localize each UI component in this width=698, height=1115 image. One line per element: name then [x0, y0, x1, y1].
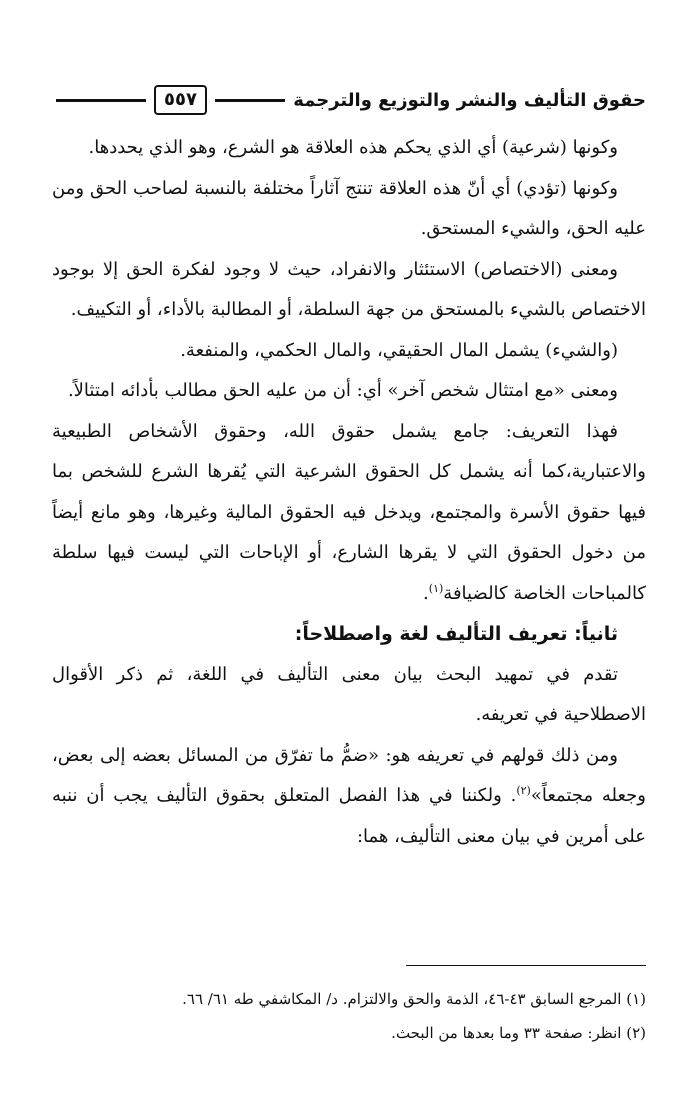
footnote-separator [406, 965, 646, 966]
footnote: (٢) انظر: صفحة ٣٣ وما بعدها من البحث. [391, 1024, 646, 1042]
paragraph: (والشيء) يشمل المال الحقيقي، والمال الحكمي، والمنفعة. [180, 339, 618, 361]
header-title: حقوق التأليف والنشر والتوزيع والترجمة [293, 89, 646, 111]
header-rule-left [56, 99, 146, 102]
header-rule [215, 99, 285, 102]
paragraph-text: فهذا التعريف: جامع يشمل حقوق الله، وحقوق الأشخاص الطبيعية والاعتبارية،كما أنه يشمل كل الحقوق الشرعية التي يُقرها الشرع للشخص بما فيها حقوق الأسرة والمجتمع، ويدخل فيه الحقوق المالية وغيرها، وهو مانع أيضاً من دخول الحقوق التي لا يقرها الشارع، أو الإباحات التي ليست فيها سلطة كالمباحات الخاصة كالضيافة [52, 420, 646, 604]
body-text [52, 128, 646, 857]
paragraph-end: . ولكننا في هذا الفصل المتعلق بحقوق التأليف يجب أن ننبه على أمرين في بيان معنى التأليف، هما: [52, 785, 646, 847]
footnote-ref: (١) [428, 581, 444, 595]
footnotes [52, 982, 646, 1050]
paragraph: وكونها (شرعية) أي الذي يحكم هذه العلاقة هو الشرع، وهو الذي يحددها. [88, 137, 618, 158]
paragraph-end: . [423, 582, 429, 604]
paragraph [52, 412, 646, 615]
paragraph-text: ومن ذلك قولهم في تعريفه هو: «ضمُّ ما تفرّق من المسائل بعضه إلى بعض، وجعله مجتمعاً» [52, 744, 646, 806]
page-number: ٥٥٧ [154, 85, 207, 115]
footnote-ref: (٢) [516, 784, 531, 797]
running-header [56, 84, 646, 116]
paragraph: وكونها (تؤدي) أي أنّ هذه العلاقة تنتج آثاراً مختلفة بالنسبة لصاحب الحق ومن عليه الحق، والشيء المستحق. [52, 177, 646, 239]
paragraph: تقدم في تمهيد البحث بيان معنى التأليف في اللغة، ثم ذكر الأقوال الاصطلاحية في تعريفه. [52, 663, 646, 725]
paragraph [52, 736, 646, 858]
footnote: (١) المرجع السابق ٤٣-٤٦، الذمة والحق والالتزام. د/ المكاشفي طه ٦١/ ٦٦. [182, 990, 646, 1008]
section-heading: ثانياً: تعريف التأليف لغة واصطلاحاً: [294, 623, 618, 645]
paragraph: ومعنى «مع امتثال شخص آخر» أي: أن من عليه الحق مطالب بأدائه امتثالاً. [67, 380, 618, 401]
paragraph: ومعنى (الاختصاص) الاستئثار والانفراد، حيث لا وجود لفكرة الحق إلا بوجود الاختصاص بالشيء بالمستحق من جهة السلطة، أو المطالبة بالأداء، أو التكييف. [52, 258, 646, 320]
